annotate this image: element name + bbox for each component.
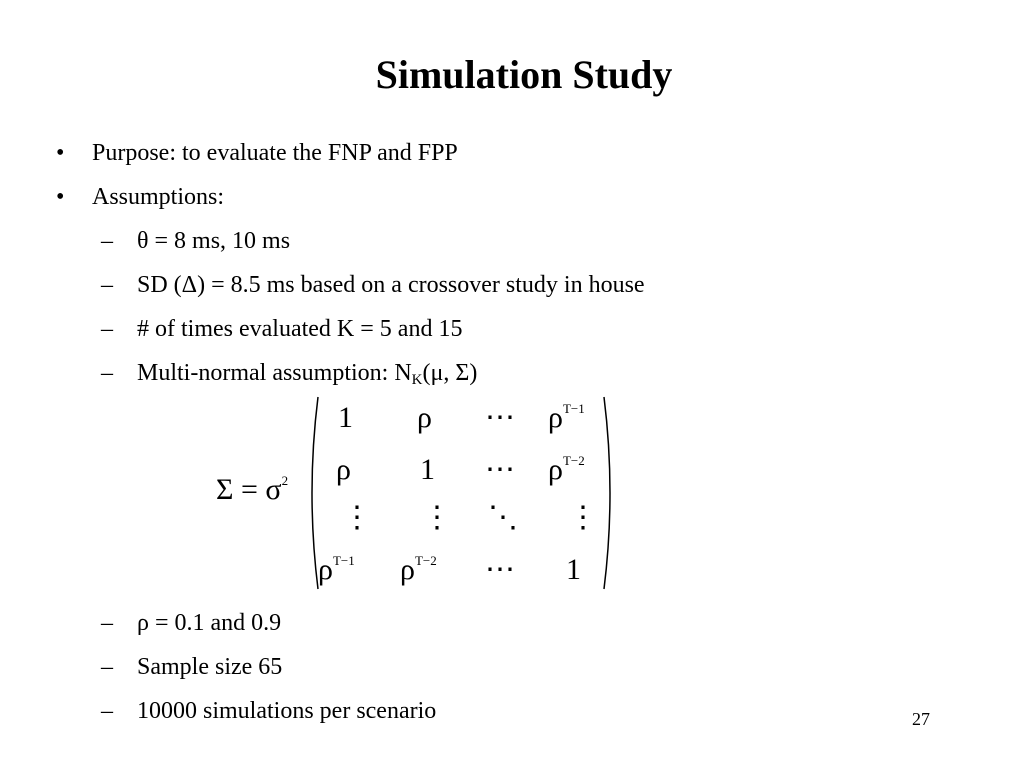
- sub-bullet-marker: –: [101, 698, 113, 724]
- matrix-cell: [336, 455, 351, 485]
- cell-base: ⋯: [485, 401, 515, 434]
- matrix-cell: [485, 403, 515, 433]
- cell-base: ⋮: [342, 501, 372, 534]
- matrix-lhs-text: Σ = σ: [216, 473, 282, 506]
- cell-base: ⋱: [488, 501, 518, 534]
- page-number: 27: [912, 709, 930, 729]
- sub-bullet-simulations: [101, 696, 437, 726]
- cell-base: 1: [420, 453, 435, 486]
- sub-bullet-sample-size: [101, 652, 283, 682]
- matrix-cell: [338, 403, 353, 433]
- sub-bullet-rho: [101, 608, 282, 638]
- cell-superscript: T−1: [562, 401, 585, 416]
- cell-base: ρ: [548, 401, 563, 434]
- cell-superscript: T−2: [562, 453, 585, 468]
- sub-bullet-marker: –: [101, 272, 113, 298]
- right-paren-icon: [602, 395, 618, 591]
- bullet-text: Purpose: to evaluate the FNP and FPP: [92, 140, 458, 166]
- cell-superscript: T−1: [332, 553, 355, 568]
- matrix-lhs: [216, 475, 288, 505]
- slide-title: Simulation Study: [375, 52, 673, 97]
- bullet-marker: •: [56, 140, 65, 166]
- cell-base: ⋯: [485, 453, 515, 486]
- sub-bullet-theta: [101, 226, 291, 256]
- cell-base: 1: [566, 553, 581, 586]
- cell-base: ⋮: [568, 501, 598, 534]
- matrix-cell: [318, 555, 355, 585]
- matrix-cell: [422, 503, 452, 533]
- matrix-cell: [400, 555, 437, 585]
- cell-base: ρ: [318, 553, 333, 586]
- bullet-assumptions: [56, 182, 225, 212]
- bullet-text: Assumptions:: [92, 184, 225, 210]
- sub-bullet-multinormal: [101, 358, 478, 388]
- matrix-cell: [417, 403, 432, 433]
- sub-bullet-text: # of times evaluated K = 5 and 15: [137, 316, 463, 342]
- cell-superscript: T−2: [414, 553, 437, 568]
- sub-bullet-text: θ = 8 ms, 10 ms: [137, 228, 291, 254]
- sub-bullet-text: 10000 simulations per scenario: [137, 698, 437, 724]
- matrix-cell: [485, 455, 515, 485]
- matrix-cell: [548, 455, 585, 485]
- subscript-k: K: [411, 372, 423, 388]
- matrix-cell: [485, 555, 515, 585]
- matrix-cell: [548, 403, 585, 433]
- matrix-cell: [488, 503, 518, 533]
- sub-bullet-text: ρ = 0.1 and 0.9: [137, 610, 282, 636]
- sub-bullet-marker: –: [101, 316, 113, 342]
- sub-bullet-text: Multi-normal assumption: N: [137, 360, 412, 386]
- sub-bullet-marker: –: [101, 610, 113, 636]
- matrix-cell: [568, 503, 598, 533]
- bullet-purpose: [56, 138, 458, 168]
- covariance-matrix-equation: [210, 395, 630, 595]
- cell-base: ρ: [548, 453, 563, 486]
- cell-base: 1: [338, 401, 353, 434]
- bullet-marker: •: [56, 184, 65, 210]
- matrix-lhs-superscript: 2: [281, 473, 289, 488]
- matrix-cell: [342, 503, 372, 533]
- cell-base: ρ: [417, 401, 432, 434]
- cell-base: ⋮: [422, 501, 452, 534]
- matrix-cell: [566, 555, 581, 585]
- sub-bullet-marker: –: [101, 360, 113, 386]
- sub-bullet-times-evaluated: [101, 314, 463, 344]
- cell-base: ρ: [336, 453, 351, 486]
- sub-bullet-sd: [101, 270, 645, 300]
- sub-bullet-text: SD (Δ) = 8.5 ms based on a crossover study in house: [137, 272, 645, 298]
- sub-bullet-text: Sample size 65: [137, 654, 283, 680]
- sub-bullet-marker: –: [101, 654, 113, 680]
- cell-base: ⋯: [485, 553, 515, 586]
- matrix-cell: [420, 455, 435, 485]
- sub-bullet-marker: –: [101, 228, 113, 254]
- cell-base: ρ: [400, 553, 415, 586]
- sub-bullet-text-after: (μ, Σ): [422, 360, 478, 386]
